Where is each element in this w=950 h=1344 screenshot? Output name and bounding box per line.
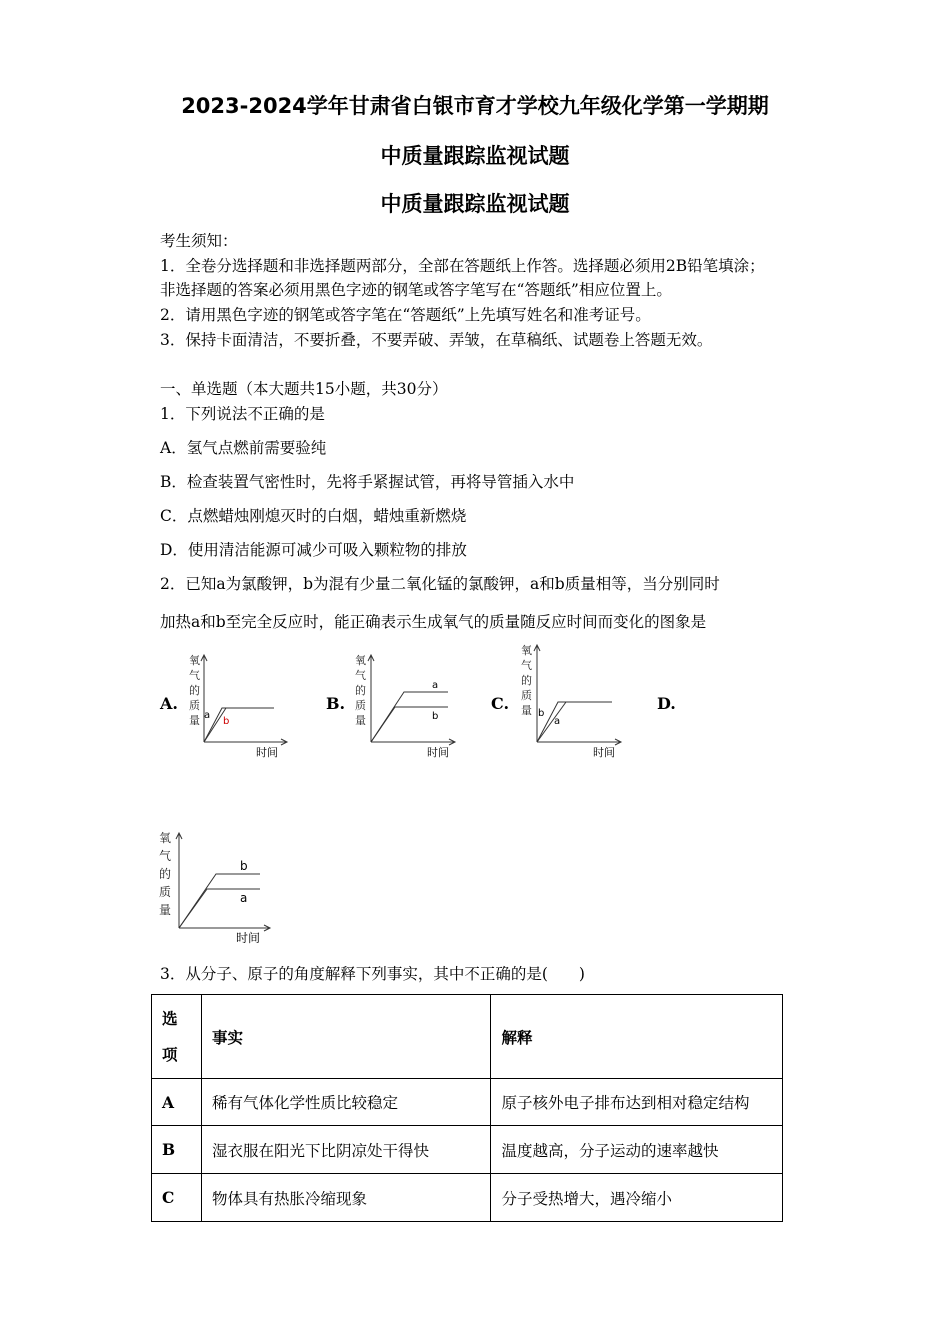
y-label-char: 的 bbox=[355, 684, 366, 697]
y-label-char: 气 bbox=[159, 849, 172, 863]
row-fact: 物体具有热胀冷缩现象 bbox=[201, 1174, 491, 1222]
notice-item: 非选择题的答案必须用黑色字迹的钢笔或答字笔写在“答题纸”相应位置上。 bbox=[160, 281, 672, 299]
row-explain: 温度越高，分子运动的速率越快 bbox=[491, 1126, 783, 1174]
y-label-char: 量 bbox=[189, 714, 200, 727]
q1-option-d: D．使用清洁能源可减少可吸入颗粒物的排放 bbox=[160, 541, 467, 559]
y-label-char: 质 bbox=[159, 885, 172, 899]
curve-label-a: a bbox=[432, 680, 439, 691]
y-label-char: 氧 bbox=[159, 831, 172, 845]
row-option: A bbox=[152, 1079, 202, 1126]
q2-stem-line1: 2．已知a为氯酸钾，b为混有少量二氧化锰的氯酸钾，a和b质量相等，当分别同时 bbox=[160, 575, 720, 593]
notice-item: 3．保持卡面清洁，不要折叠，不要弄破、弄皱，在草稿纸、试题卷上答题无效。 bbox=[160, 331, 713, 349]
y-label-char: 的 bbox=[521, 674, 532, 687]
notice-item: 1．全卷分选择题和非选择题两部分，全部在答题纸上作答。选择题必须用2B铅笔填涂； bbox=[160, 257, 765, 275]
q1-option-c: C．点燃蜡烛刚熄灭时的白烟，蜡烛重新燃烧 bbox=[160, 507, 467, 525]
row-fact: 湿衣服在阳光下比阴凉处干得快 bbox=[201, 1126, 491, 1174]
graph-d bbox=[155, 828, 280, 950]
y-label-char: 的 bbox=[189, 684, 200, 697]
q2-option-c-label: C. bbox=[491, 694, 510, 713]
y-label-char: 质 bbox=[355, 699, 366, 712]
x-axis-label: 时间 bbox=[593, 746, 615, 759]
q1-option-a: A．氢气点燃前需要验纯 bbox=[160, 439, 327, 457]
curve-label-a: a bbox=[204, 710, 211, 721]
notice-heading: 考生须知： bbox=[160, 232, 238, 250]
q2-option-d-label: D. bbox=[657, 694, 676, 713]
q2-option-b-label: B. bbox=[326, 694, 346, 713]
y-label-char: 的 bbox=[159, 867, 172, 881]
row-explain: 原子核外电子排布达到相对稳定结构 bbox=[491, 1079, 783, 1126]
q3-table bbox=[151, 994, 783, 1222]
page-title-line1: 2023-2024学年甘肃省白银市育才学校九年级化学第一学期期 bbox=[181, 94, 769, 118]
y-label-char: 氧 bbox=[355, 654, 366, 667]
y-label-char: 质 bbox=[521, 689, 532, 702]
row-fact: 稀有气体化学性质比较稳定 bbox=[201, 1079, 491, 1126]
y-label-char: 量 bbox=[521, 704, 532, 717]
y-label-char: 气 bbox=[189, 669, 200, 682]
section-heading: 一、单选题（本大题共15小题，共30分） bbox=[160, 380, 448, 398]
row-explain: 分子受热增大，遇冷缩小 bbox=[491, 1174, 783, 1222]
row-option: C bbox=[152, 1174, 202, 1222]
y-label-char: 量 bbox=[159, 903, 172, 917]
curve-label-b: b bbox=[432, 711, 439, 722]
y-label-char: 气 bbox=[355, 669, 366, 682]
page-title-line3: 中质量跟踪监视试题 bbox=[380, 192, 570, 216]
curve-label-b: b bbox=[223, 716, 230, 727]
graph-a bbox=[180, 650, 295, 762]
y-label-char: 氧 bbox=[189, 654, 200, 667]
q2-stem-line2: 加热a和b至完全反应时，能正确表示生成氧气的质量随反应时间而变化的图象是 bbox=[160, 613, 707, 631]
y-label-char: 质 bbox=[189, 699, 200, 712]
q1-option-b: B．检查装置气密性时，先将手紧握试管，再将导管插入水中 bbox=[160, 473, 575, 491]
y-label-char: 气 bbox=[521, 659, 532, 672]
header-fact: 事实 bbox=[201, 995, 491, 1079]
table-row bbox=[152, 1126, 783, 1174]
header-explain: 解释 bbox=[491, 995, 783, 1079]
graph-b bbox=[348, 650, 463, 762]
q1-stem: 1．下列说法不正确的是 bbox=[160, 405, 325, 423]
x-axis-label: 时间 bbox=[427, 746, 449, 759]
curve-label-a: a bbox=[554, 716, 561, 727]
notice-item: 2．请用黑色字迹的钢笔或答字笔在“答题纸”上先填写姓名和准考证号。 bbox=[160, 306, 651, 324]
curve-label-b: b bbox=[538, 708, 545, 719]
graph-c bbox=[514, 640, 629, 762]
table-header-row bbox=[152, 995, 783, 1079]
y-label-char: 量 bbox=[355, 714, 366, 727]
header-option: 选 项 bbox=[152, 995, 202, 1079]
table-row bbox=[152, 1174, 783, 1222]
row-option: B bbox=[152, 1126, 202, 1174]
curve-label-a: a bbox=[240, 891, 248, 905]
q3-stem: 3．从分子、原子的角度解释下列事实，其中不正确的是( ) bbox=[160, 965, 585, 983]
page-title-line2: 中质量跟踪监视试题 bbox=[380, 144, 570, 168]
x-axis-label: 时间 bbox=[256, 746, 278, 759]
q2-option-a-label: A. bbox=[160, 694, 178, 713]
y-label-char: 氧 bbox=[521, 644, 532, 657]
x-axis-label: 时间 bbox=[236, 931, 261, 945]
curve-label-b: b bbox=[240, 859, 248, 873]
table-row bbox=[152, 1079, 783, 1126]
